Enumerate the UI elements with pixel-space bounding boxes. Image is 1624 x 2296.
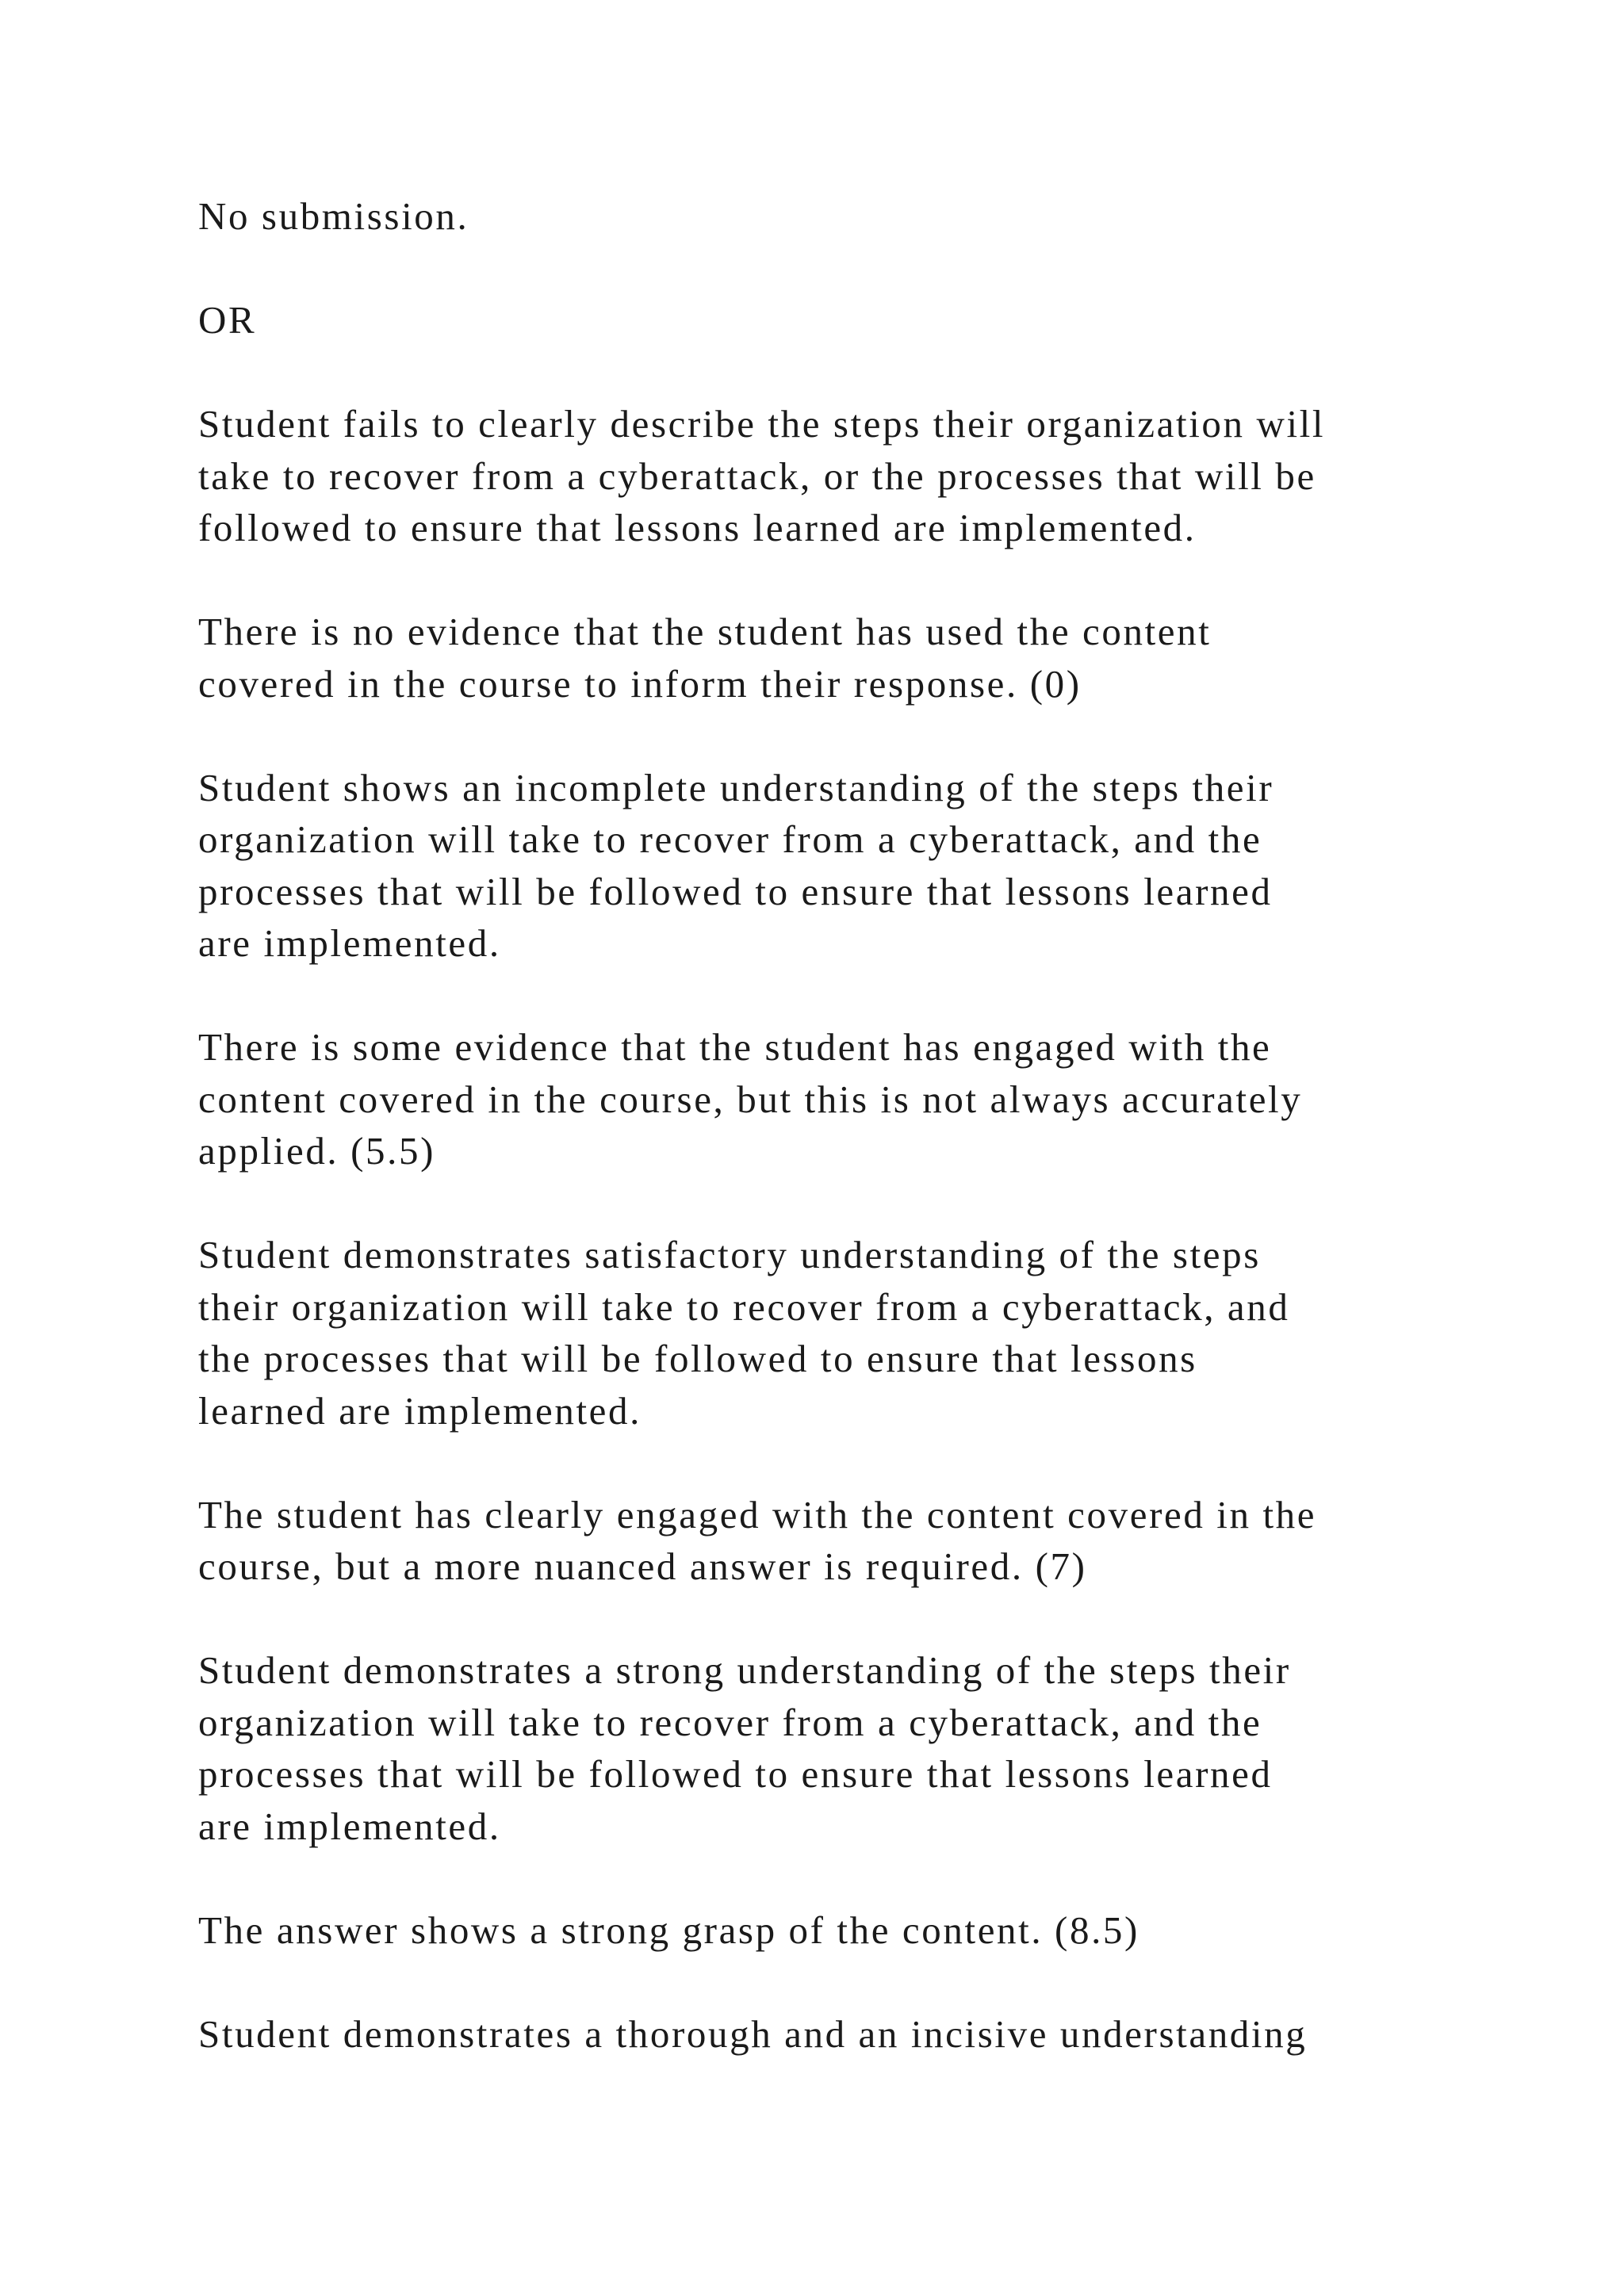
text-line: There is no evidence that the student has used the content — [198, 610, 1212, 653]
text-line: organization will take to recover from a cyberattack, and the — [198, 817, 1262, 861]
text-line: Student shows an incomplete understanding of the steps their — [198, 765, 1274, 809]
text-line: processes that will be followed to ensure that lessons learned — [198, 869, 1273, 913]
text-line: followed to ensure that lessons learned are implemented. — [198, 506, 1197, 549]
text-line: covered in the course to inform their response. (0) — [198, 661, 1082, 706]
paragraph-criterion-strong — [198, 1644, 1499, 1852]
text-line: learned are implemented. — [198, 1388, 642, 1433]
text-line: OR — [198, 298, 257, 342]
paragraph-criterion-incomplete — [198, 762, 1499, 970]
paragraph-criterion-fails — [198, 398, 1499, 554]
text-line: The student has clearly engaged with the content covered in the — [198, 1492, 1317, 1536]
paragraph-or — [198, 294, 1499, 346]
paragraph-score-8-5 — [198, 1904, 1499, 1957]
text-line: processes that will be followed to ensure that lessons learned — [198, 1752, 1273, 1796]
paragraph-criterion-satisfactory — [198, 1229, 1499, 1437]
text-line: take to recover from a cyberattack, or the processes that will be — [198, 453, 1316, 498]
text-line: Student demonstrates a strong understanding of the steps their — [198, 1648, 1291, 1692]
text-line: are implemented. — [198, 921, 501, 965]
text-line: applied. (5.5) — [198, 1129, 436, 1173]
text-line: Student demonstrates a thorough and an incisive understanding — [198, 2011, 1308, 2056]
paragraph-score-5-5 — [198, 1021, 1499, 1177]
text-line: The answer shows a strong grasp of the content. (8.5) — [198, 1908, 1139, 1952]
paragraph-score-7 — [198, 1489, 1499, 1593]
paragraph-score-0 — [198, 606, 1499, 710]
text-line: content covered in the course, but this is not always accurately — [198, 1077, 1303, 1121]
text-line: No submission. — [198, 194, 469, 238]
text-line: the processes that will be followed to ensure that lessons — [198, 1337, 1197, 1380]
document-body — [198, 190, 1499, 2060]
text-line: their organization will take to recover from a cyberattack, and — [198, 1284, 1290, 1329]
text-line: are implemented. — [198, 1804, 501, 1848]
paragraph-no-submission — [198, 190, 1499, 243]
text-line: organization will take to recover from a cyberattack, and the — [198, 1700, 1262, 1744]
text-line: Student fails to clearly describe the steps their organization will — [198, 402, 1326, 446]
text-line: course, but a more nuanced answer is required. (7) — [198, 1544, 1087, 1588]
text-line: There is some evidence that the student has engaged with the — [198, 1025, 1272, 1069]
paragraph-criterion-thorough — [198, 2008, 1499, 2061]
text-line: Student demonstrates satisfactory understanding of the steps — [198, 1233, 1261, 1276]
